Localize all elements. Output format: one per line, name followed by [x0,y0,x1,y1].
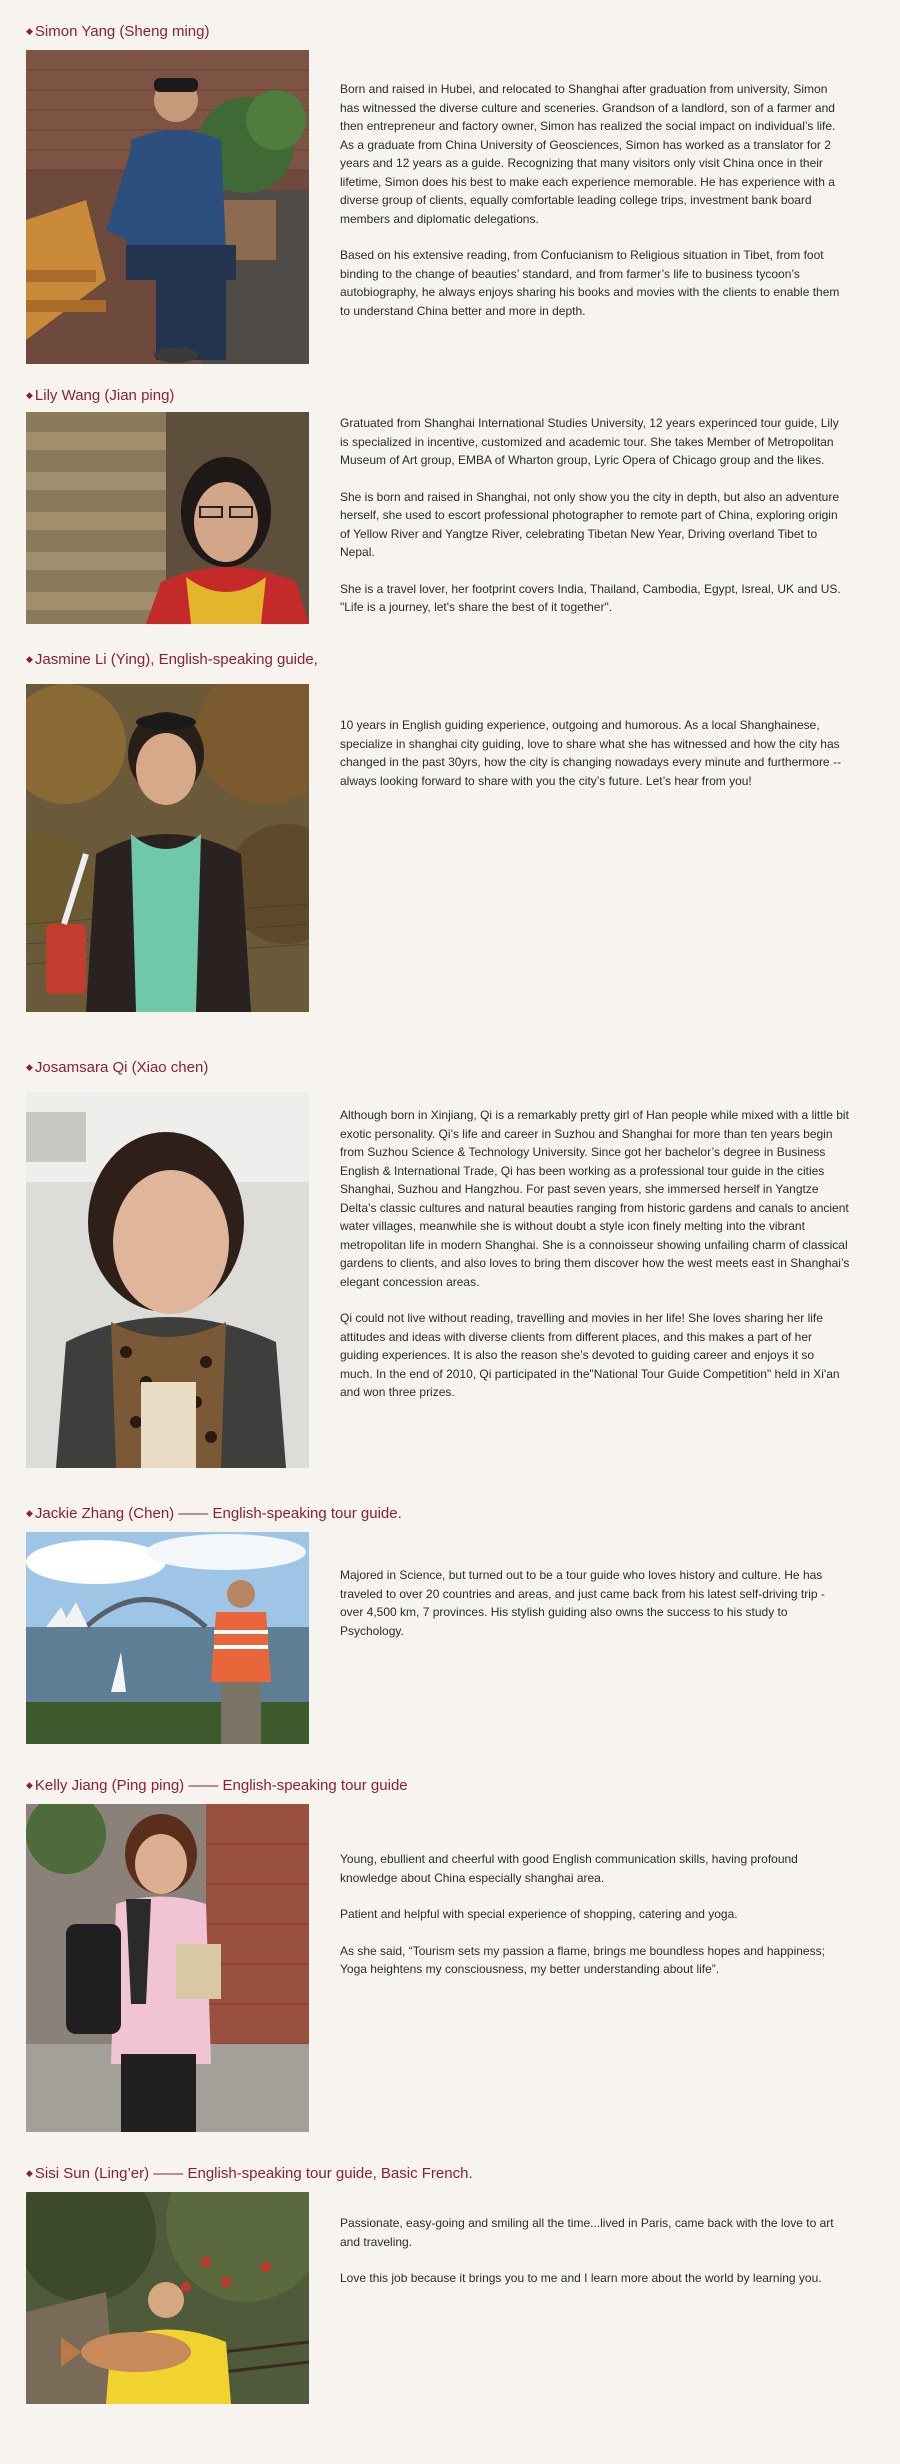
woman-in-jacket-photo [26,684,309,1012]
guide-section-simon-yang [0,22,900,372]
diamond-bullet-icon: ◆ [26,654,33,664]
guide-section-jackie-zhang [0,1504,900,1754]
guide-name-heading [26,1504,402,1525]
guide-name-heading [26,650,318,671]
bio-paragraph: Gratuated from Shanghai International Studies University, 12 years experinced tour guide, Lily is specialized in incentive, customized and academic tour. She takes Member of Metropolitan Museum of Art group, EMBA of Wharton group, Lyric Opera of Chicago group and the likes. [340,416,839,467]
bio-paragraph: Patient and helpful with special experience of shopping, catering and yoga. [340,1907,738,1921]
guide-name-heading [26,1058,208,1079]
diamond-bullet-icon: ◆ [26,26,33,36]
guide-name-heading [26,1776,408,1797]
woman-with-glasses-photo [26,412,309,624]
guide-section-kelly-jiang [0,1776,900,2146]
bio-paragraph: Majored in Science, but turned out to be a tour guide who loves history and culture. He has traveled to over 20 countries and areas, and just came back from his latest self-driving trip - over 4,500 km, 7 provinces. His stylish guiding also owns the success to his study to Psychology. [340,1568,825,1638]
guide-bio [340,1566,850,1658]
diamond-bullet-icon: ◆ [26,1062,33,1072]
man-holding-fish-photo [26,2192,309,2404]
diamond-bullet-icon: ◆ [26,2168,33,2178]
guide-section-sisi-sun [0,2164,900,2414]
guide-name-heading [26,2164,473,2185]
diamond-bullet-icon: ◆ [26,390,33,400]
guide-bio [340,716,850,808]
bio-paragraph: Passionate, easy-going and smiling all the time...lived in Paris, came back with the love to art and traveling. [340,2216,834,2249]
guide-name-heading [26,386,174,407]
woman-with-backpack-photo [26,1804,309,2132]
diamond-bullet-icon: ◆ [26,1780,33,1790]
guide-section-lily-wang [0,386,900,636]
woman-with-scarf-photo [26,1092,309,1468]
guide-section-josamsara-qi [0,1058,900,1478]
guide-name-heading [26,22,209,43]
guide-bio [340,2214,850,2306]
bio-paragraph: She is a travel lover, her footprint covers India, Thailand, Cambodia, Egypt, Isreal, UK and US. "Life is a journey, let's share the best of it together". [340,581,841,614]
bio-paragraph: Young, ebullient and cheerful with good English communication skills, having profound knowledge about China especially shanghai area. [340,1852,798,1885]
guide-bio [340,80,850,338]
bio-paragraph: Love this job because it brings you to me and I learn more about the world by learning you. [340,2271,822,2285]
guide-name: Josamsara Qi (Xiao chen) [34,1059,209,1076]
man-at-sydney-harbour-photo [26,1532,309,1744]
bio-paragraph: As she said, “Tourism sets my passion a flame, brings me boundless hopes and happiness; Yoga heightens my consciousness, my better understanding about life”. [340,1943,825,1976]
bio-paragraph: Born and raised in Hubei, and relocated to Shanghai after graduation from university, Simon has witnessed the diverse culture and sceneries. Grandson of a landlord, son of a farmer and then entrepreneur and factory owner, Simon has realized the social impact on individual’s life. As a graduate from China University of Geosciences, Simon has worked as a translator for 2 years and 12 years as a guide. Recognizing that many visitors only visit China once in their lifetime, Simon does his best to make each experience memorable. He has experience with a diverse group of clients, equally comfortable leading college trips, investment bank board members and diplomatic delegations. [340,82,836,226]
guide-bio [340,1106,850,1420]
bio-paragraph: Although born in Xinjiang, Qi is a remarkably pretty girl of Han people while mixed with a little bit exotic personality. Qi’s life and career in Suzhou and Shanghai for more than ten years begin from Suzhou Science & Technology University. Since got her bachelor’s degree in Business English & International Trade, Qi has been working as a professional tour guide in the cities Shanghai, Suzhou and Hangzhou. For past seven years, she immersed herself in Yangtze Delta’s classic cultures and natural beauties ranging from historic gardens and canals to ancient water villages, meanwhile she is without doubt a style icon finely melting into the vibrant metropolitan life in modern Shanghai. She is a connoisseur showing unfailing charm of classical gardens to clients, and also loves to bring them discover how the west meets east in Shanghai’s elegant concession areas. [340,1108,850,1289]
bio-paragraph: 10 years in English guiding experience, outgoing and humorous. As a local Shanghainese, specialize in shanghai city guiding, love to share what she has witnessed and how the city has changed in the past 30yrs, how the city is changing nowadays every minute and furthermore -- always looking forward to share with you the city’s future. Let’s hear from you! [340,718,841,788]
bio-paragraph: She is born and raised in Shanghai, not only show you the city in depth, but also an adventure herself, she used to escort professional photographer to remote part of China, exploring origin of Yellow River and Yangtze River, celebrating Tibetan New Year, Driving overland Tibet to Nepal. [340,489,839,559]
guide-bio [340,414,850,635]
guide-section-jasmine-li [0,650,900,1020]
guide-name: Sisi Sun (Ling’er) —— English-speaking tour guide, Basic French. [34,2165,473,2182]
guide-bio [340,1850,850,1997]
guide-name: Jackie Zhang (Chen) —— English-speaking tour guide. [34,1505,402,1522]
diamond-bullet-icon: ◆ [26,1508,33,1518]
bio-paragraph: Based on his extensive reading, from Confucianism to Religious situation in Tibet, from foot binding to the change of beauties’ standard, and from farmer’s life to business tycoon’s autobiography, he always enjoys sharing his books and movies with the clients to enable them to understand China better and more in depth. [340,248,840,318]
guide-name: Jasmine Li (Ying), English-speaking guide, [34,651,318,668]
person-on-bench-photo [26,50,309,364]
guide-name: Simon Yang (Sheng ming) [34,23,210,40]
bio-paragraph: Qi could not live without reading, travelling and movies in her life! She loves sharing her life attitudes and ideas with diverse clients from different places, and this makes a part of her guiding experiences. It is also the reason she’s devoted to guiding career and enjoys it so much. In the end of 2010, Qi participated in the"National Tour Guide Competition" held in Xi'an and won three prizes. [340,1311,840,1399]
guide-name: Lily Wang (Jian ping) [34,387,175,404]
guide-name: Kelly Jiang (Ping ping) —— English-speaking tour guide [34,1777,408,1794]
